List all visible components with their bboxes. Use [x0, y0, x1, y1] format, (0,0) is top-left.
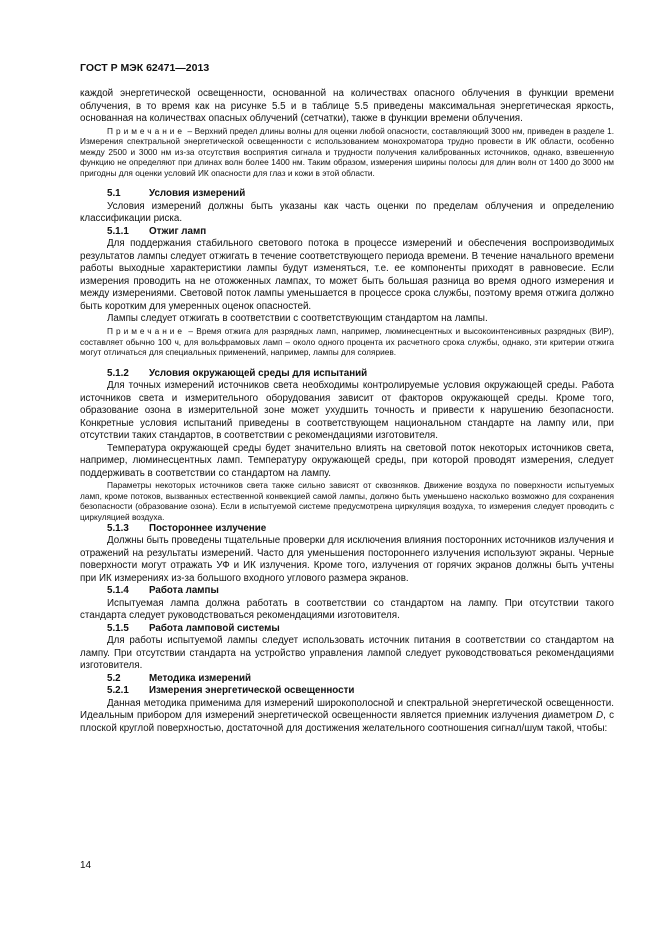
section-title: Условия измерений	[149, 188, 246, 200]
section-5-2-1-heading	[80, 685, 614, 698]
section-title: Работа лампы	[149, 585, 219, 597]
section-title: Условия окружающей среды для испытаний	[149, 367, 368, 379]
section-5-1-1-paragraph-1: Для поддержания стабильного светового потока в процессе измерений и обеспечения воспроизводимых результатов лампы следует отжигать в течение соответствующего периода времени. В течение начального времени работы выходные характеристики лампы будут изменяться, т.е. ее компоненты приходят в равновесие. Если измерения проводить на не отожженных лампах, то может быть большая разница во время одного измерения и между измерениями. Световой поток лампы уменьшается в процессе срока службы, поэтому время отжига должно быть коротким для умеренных оценок опасностей.	[80, 238, 614, 312]
section-5-1-5-paragraph: Для работы испытуемой лампы следует использовать источник питания в соответствии со стандартом на лампу. При отсутствии стандарта на устройство управления лампой следует руководствоваться рекомендациями изготовителя.	[80, 635, 614, 672]
section-5-1-2-paragraph-1: Для точных измерений источников света необходимы контролируемые условия окружающей среды. Работа источников света и измерительного оборудования зависит от факторов окружающей среды. Кроме того, образование озона в измерительной зоне может ухудшить точность и привести к нарушению безопасности. Конкретные условия испытаний приведены в соответствующем национальном стандарте на лампу или, при отсутствии таких стандартов, в соответствии с рекомендациями изготовителя.	[80, 380, 614, 442]
section-number: 5.1.3	[107, 522, 129, 534]
section-5-1-1-heading	[80, 226, 614, 239]
section-5-1-2-paragraph-2: Температура окружающей среды будет значительно влиять на световой поток некоторых источников света, например, люминесцентных ламп. Температуру окружающей среды, при которой проводят измерения, следует поддерживать в соответствии со стандартом на лампу.	[80, 442, 614, 479]
section-5-1-text: Условия измерений должны быть указаны как часть оценки по пределам облучения и определению классификации риска.	[80, 200, 614, 225]
section-5-1-3-heading	[80, 523, 614, 536]
section-5-1-2-heading	[80, 368, 614, 381]
note-2	[80, 326, 614, 358]
note-1	[80, 126, 614, 179]
section-number: 5.2.1	[107, 685, 129, 697]
section-5-1-3-paragraph: Должны быть проведены тщательные проверки для исключения влияния посторонних источников излучения и отражений на результаты измерений. Часто для уменьшения постороннего излучения используют экраны. Черные поверхности могут отражать УФ и ИК излучения. Кроме того, излучения от горячих экранов должны быть учтены при ИК измерениях из-за большого входного углового размера экранов.	[80, 535, 615, 584]
section-title: Измерения энергетической освещенности	[149, 685, 355, 697]
note-label: Примечание	[107, 325, 186, 336]
document-page	[80, 62, 614, 735]
section-number: 5.1	[107, 188, 121, 200]
section-title: Постороннее излучение	[149, 522, 267, 534]
section-title: Методика измерений	[149, 672, 252, 684]
section-5-1-heading	[80, 188, 614, 201]
section-5-1-5-heading	[80, 623, 614, 636]
section-number: 5.1.1	[107, 225, 129, 237]
page-number: 14	[80, 860, 92, 871]
section-5-1-2-paragraph-3: Параметры некоторых источников света также сильно зависят от сквозняков. Движение воздуха по поверхности испытуемых ламп, кроме потоков, вызванных естественной конвекцией самой лампы, должно быть уменьшено насколько возможно для сохранения безопасности (образование озона). Если в испытуемой системе предусмотрена циркуляция воздуха, то измерения следует проводить с циркуляцией воздуха.	[80, 480, 614, 523]
section-5-1-4-paragraph: Испытуемая лампа должна работать в соответствии со стандартом на лампу. При отсутствии такого стандарта следует руководствоваться рекомендациями изготовителя.	[80, 597, 614, 622]
section-5-2-1-paragraph	[80, 698, 614, 736]
note-1-text: – Верхний предел длины волны для оценки любой опасности, составляющий 3000 нм, приведен в разделе 1. Измерения спектральной энергетической освещенности с использованием монохроматора трудно провести в ИК области, особенно между 2500 и 3000 нм из-за отсутствия восприятия сигнала и трудности получения калиброванных источников, однако, взвешенную функцию не определяют при длинах волн более 1400 нм. Таким образом, измерения ширины полосы для длин волн от 1400 до 3000 нм пригодны для оценки условий ИК опасности для глаз и кожи в этой области.	[80, 125, 614, 178]
paragraph-text: Данная методика применима для измерений широкополосной и спектральной энергетической освещенности. Идеальным прибором для измерений энергетической освещенности является приемник излучения диаметром	[80, 697, 614, 722]
section-title: Работа ламповой системы	[149, 622, 280, 634]
paragraph-text: , с плоской круглой поверхностью, достаточной для достижения желательного соотношения сигнал/шум такой, чтобы:	[80, 710, 614, 734]
section-5-1-4-heading	[80, 585, 614, 598]
section-number: 5.1.4	[107, 585, 129, 597]
note-2-text: – Время отжига для разрядных ламп, например, люминесцентных и высокоинтенсивных разрядных (ВИР), составляет обычно 100 ч, для вольфрамовых ламп – около одного процента их расчетного срока службы, однако, эти критерии отжига могут отличаться для специальных применений, например, лампы для соляриев.	[80, 325, 614, 358]
section-number: 5.1.2	[107, 367, 129, 379]
section-5-1-1-paragraph-2: Лампы следует отжигать в соответствии с соответствующим стандартом на лампы.	[107, 313, 488, 325]
note-label: Примечание	[107, 125, 186, 136]
section-number: 5.1.5	[107, 622, 129, 634]
section-5-2-heading	[80, 673, 614, 686]
section-title: Отжиг ламп	[149, 225, 207, 237]
section-number: 5.2	[107, 672, 121, 684]
document-header: ГОСТ Р МЭК 62471—2013	[80, 62, 210, 74]
intro-paragraph: каждой энергетической освещенности, основанной на количествах опасного облучения в функции времени облучения, в то время как на рисунке 5.5 и в таблице 5.5 приведены максимальная энергетическая яркость, основанная на количествах опасных облучений (сетчатки), также в функции времени облучения.	[80, 88, 614, 124]
diameter-symbol: D	[596, 710, 604, 722]
